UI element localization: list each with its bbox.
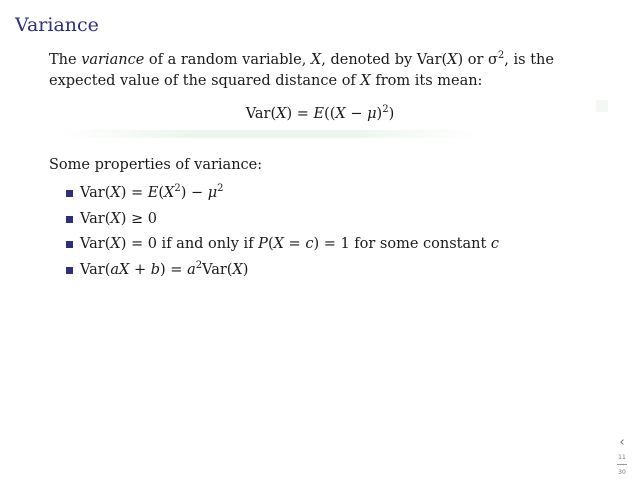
- bullet-icon: [66, 241, 73, 248]
- formula-highlight-band: [60, 130, 480, 138]
- properties-list: [66, 181, 499, 283]
- slide-navigation: [612, 432, 632, 480]
- slide-title: Variance: [15, 14, 99, 36]
- bullet-icon: [66, 216, 73, 223]
- list-item: $Var(X) = E(X^2) - \mu^2$: [66, 181, 499, 207]
- variance-formula: $Var(X) = E((X - \mu)^2)$: [245, 104, 395, 122]
- list-item: Var(X) = 0 if and only if P(X = c) = 1 for some constant c: [66, 232, 499, 258]
- list-item: Var(X) ≥ 0: [66, 207, 499, 233]
- definition-paragraph: The variance of a random variable, X, denoted by Var(X) or $\sigma^2$, is the expected value of the squared distance of X from its mean:: [49, 50, 554, 89]
- bullet-icon: [66, 267, 73, 274]
- decorative-mark: [596, 100, 608, 112]
- current-slide-number: 11: [618, 454, 626, 461]
- total-slide-count: 30: [618, 469, 626, 476]
- page-divider: [617, 464, 627, 465]
- chevron-left-icon[interactable]: ‹: [619, 435, 625, 450]
- properties-heading: Some properties of variance:: [49, 157, 263, 173]
- variance-term: variance: [81, 52, 145, 68]
- bullet-icon: [66, 190, 73, 197]
- list-item: $Var(aX + b) = a^2Var(X)$: [66, 258, 499, 284]
